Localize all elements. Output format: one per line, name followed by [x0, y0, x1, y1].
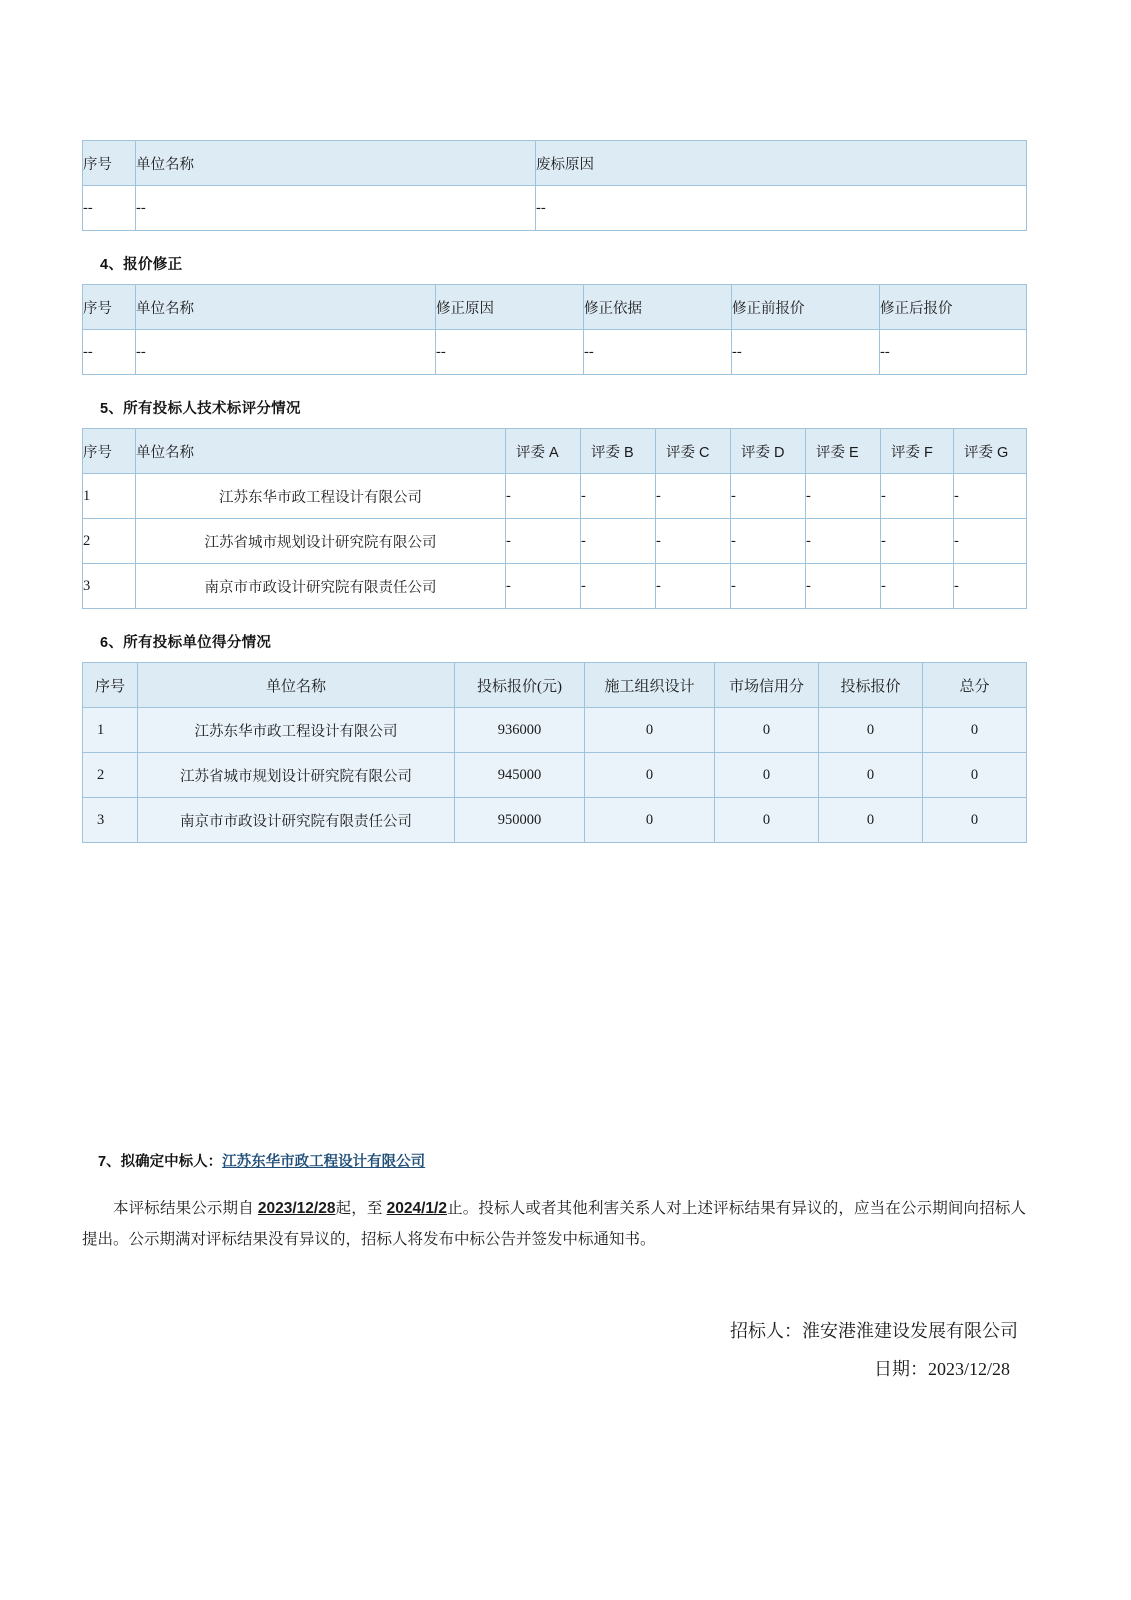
cell-price-before: -- — [732, 330, 880, 375]
cell-index: -- — [83, 330, 136, 375]
cell-judge-e: - — [806, 519, 881, 564]
cell-total: 0 — [923, 708, 1027, 753]
cell-company: -- — [136, 186, 536, 231]
notice-start-date: 2023/12/28 — [257, 1200, 336, 1217]
notice-paragraph — [82, 1193, 1026, 1255]
cell-construction-plan: 0 — [585, 798, 715, 843]
cell-index: 2 — [83, 753, 138, 798]
notice-suffix: 止。投标人或者其他利害关系人对上述评标结果有异议的，应当在公示期间向招标人提出。公示期满对评标结果没有异议的，招标人将发布中标公告并签发中标通知书。 — [82, 1200, 1026, 1248]
cell-index: 1 — [83, 708, 138, 753]
col-header-judge-b: 评委 B — [581, 429, 656, 474]
cell-construction-plan: 0 — [585, 708, 715, 753]
col-header-judge-e: 评委 E — [806, 429, 881, 474]
table-header-row — [83, 663, 1027, 708]
cell-construction-plan: 0 — [585, 753, 715, 798]
closing-section — [82, 1150, 1026, 1389]
waste-bid-table — [82, 140, 1027, 231]
col-header-index: 序号 — [83, 285, 136, 330]
tenderer-line — [82, 1313, 1018, 1351]
cell-judge-a: - — [506, 519, 581, 564]
col-header-company: 单位名称 — [138, 663, 455, 708]
notice-mid: 起，至 — [335, 1200, 383, 1217]
col-header-judge-g: 评委 G — [954, 429, 1027, 474]
section-title-total-score: 6、所有投标单位得分情况 — [100, 635, 272, 651]
cell-total: 0 — [923, 798, 1027, 843]
col-header-price-after: 修正后报价 — [880, 285, 1027, 330]
cell-credit-score: 0 — [715, 708, 819, 753]
cell-judge-c: - — [656, 519, 731, 564]
cell-credit-score: 0 — [715, 798, 819, 843]
notice-prefix: 本评标结果公示期自 — [113, 1200, 254, 1217]
table-row — [83, 474, 1027, 519]
cell-company: 南京市市政设计研究院有限责任公司 — [136, 564, 506, 609]
col-header-bid-price: 投标报价(元) — [455, 663, 585, 708]
cell-company: 南京市市政设计研究院有限责任公司 — [138, 798, 455, 843]
col-header-price-before: 修正前报价 — [732, 285, 880, 330]
cell-company: 江苏省城市规划设计研究院有限公司 — [136, 519, 506, 564]
cell-judge-g: - — [954, 564, 1027, 609]
cell-bid-price: 936000 — [455, 708, 585, 753]
price-correction-table — [82, 284, 1027, 375]
cell-bid-price: 945000 — [455, 753, 585, 798]
cell-judge-b: - — [581, 474, 656, 519]
winner-line — [98, 1150, 1026, 1171]
cell-judge-d: - — [731, 474, 806, 519]
document-content — [82, 140, 1026, 843]
table-row — [83, 753, 1027, 798]
table-header-row — [83, 285, 1027, 330]
cell-price-after: -- — [880, 330, 1027, 375]
tenderer-label: 招标人： — [730, 1321, 802, 1341]
cell-judge-c: - — [656, 474, 731, 519]
cell-correction-basis: -- — [584, 330, 732, 375]
cell-judge-d: - — [731, 519, 806, 564]
cell-company: -- — [136, 330, 436, 375]
cell-judge-e: - — [806, 564, 881, 609]
cell-index: 3 — [83, 564, 136, 609]
date-line — [82, 1351, 1018, 1389]
cell-index: -- — [83, 186, 136, 231]
cell-index: 3 — [83, 798, 138, 843]
date-value: 2023/12/28 — [927, 1358, 1010, 1379]
col-header-reason: 废标原因 — [536, 141, 1027, 186]
cell-judge-a: - — [506, 564, 581, 609]
cell-bid-price-score: 0 — [819, 798, 923, 843]
col-header-total: 总分 — [923, 663, 1027, 708]
cell-bid-price: 950000 — [455, 798, 585, 843]
cell-judge-g: - — [954, 474, 1027, 519]
section-title-price-correction: 4、报价修正 — [100, 257, 183, 273]
cell-index: 2 — [83, 519, 136, 564]
notice-end-date: 2024/1/2 — [386, 1200, 447, 1217]
cell-judge-d: - — [731, 564, 806, 609]
col-header-index: 序号 — [83, 663, 138, 708]
cell-judge-f: - — [881, 519, 954, 564]
cell-credit-score: 0 — [715, 753, 819, 798]
col-header-judge-a: 评委 A — [506, 429, 581, 474]
tech-score-table — [82, 428, 1027, 609]
table-row — [83, 708, 1027, 753]
col-header-judge-d: 评委 D — [731, 429, 806, 474]
cell-company: 江苏东华市政工程设计有限公司 — [138, 708, 455, 753]
signature-block — [82, 1313, 1026, 1389]
col-header-company: 单位名称 — [136, 285, 436, 330]
cell-bid-price-score: 0 — [819, 753, 923, 798]
col-header-correction-reason: 修正原因 — [436, 285, 584, 330]
col-header-judge-f: 评委 F — [881, 429, 954, 474]
col-header-company: 单位名称 — [136, 429, 506, 474]
col-header-company: 单位名称 — [136, 141, 536, 186]
cell-judge-b: - — [581, 519, 656, 564]
col-header-index: 序号 — [83, 429, 136, 474]
cell-judge-a: - — [506, 474, 581, 519]
cell-judge-e: - — [806, 474, 881, 519]
table-row — [83, 564, 1027, 609]
col-header-judge-c: 评委 C — [656, 429, 731, 474]
col-header-index: 序号 — [83, 141, 136, 186]
cell-judge-b: - — [581, 564, 656, 609]
col-header-bid-price-score: 投标报价 — [819, 663, 923, 708]
col-header-construction-plan: 施工组织设计 — [585, 663, 715, 708]
col-header-credit-score: 市场信用分 — [715, 663, 819, 708]
cell-correction-reason: -- — [436, 330, 584, 375]
cell-judge-c: - — [656, 564, 731, 609]
table-header-row — [83, 429, 1027, 474]
cell-index: 1 — [83, 474, 136, 519]
table-header-row — [83, 141, 1027, 186]
cell-bid-price-score: 0 — [819, 708, 923, 753]
cell-total: 0 — [923, 753, 1027, 798]
total-score-table — [82, 662, 1027, 843]
cell-company: 江苏东华市政工程设计有限公司 — [136, 474, 506, 519]
cell-reason: -- — [536, 186, 1027, 231]
col-header-correction-basis: 修正依据 — [584, 285, 732, 330]
table-row — [83, 186, 1027, 231]
cell-judge-g: - — [954, 519, 1027, 564]
section-title-tech-score: 5、所有投标人技术标评分情况 — [100, 401, 301, 417]
tenderer-name: 淮安港淮建设发展有限公司 — [802, 1321, 1018, 1341]
winner-label: 7、拟确定中标人： — [98, 1154, 223, 1170]
table-row — [83, 798, 1027, 843]
table-row — [83, 519, 1027, 564]
cell-judge-f: - — [881, 474, 954, 519]
winner-company-name: 江苏东华市政工程设计有限公司 — [222, 1154, 426, 1170]
date-label: 日期： — [873, 1358, 928, 1379]
cell-company: 江苏省城市规划设计研究院有限公司 — [138, 753, 455, 798]
cell-judge-f: - — [881, 564, 954, 609]
table-row — [83, 330, 1027, 375]
